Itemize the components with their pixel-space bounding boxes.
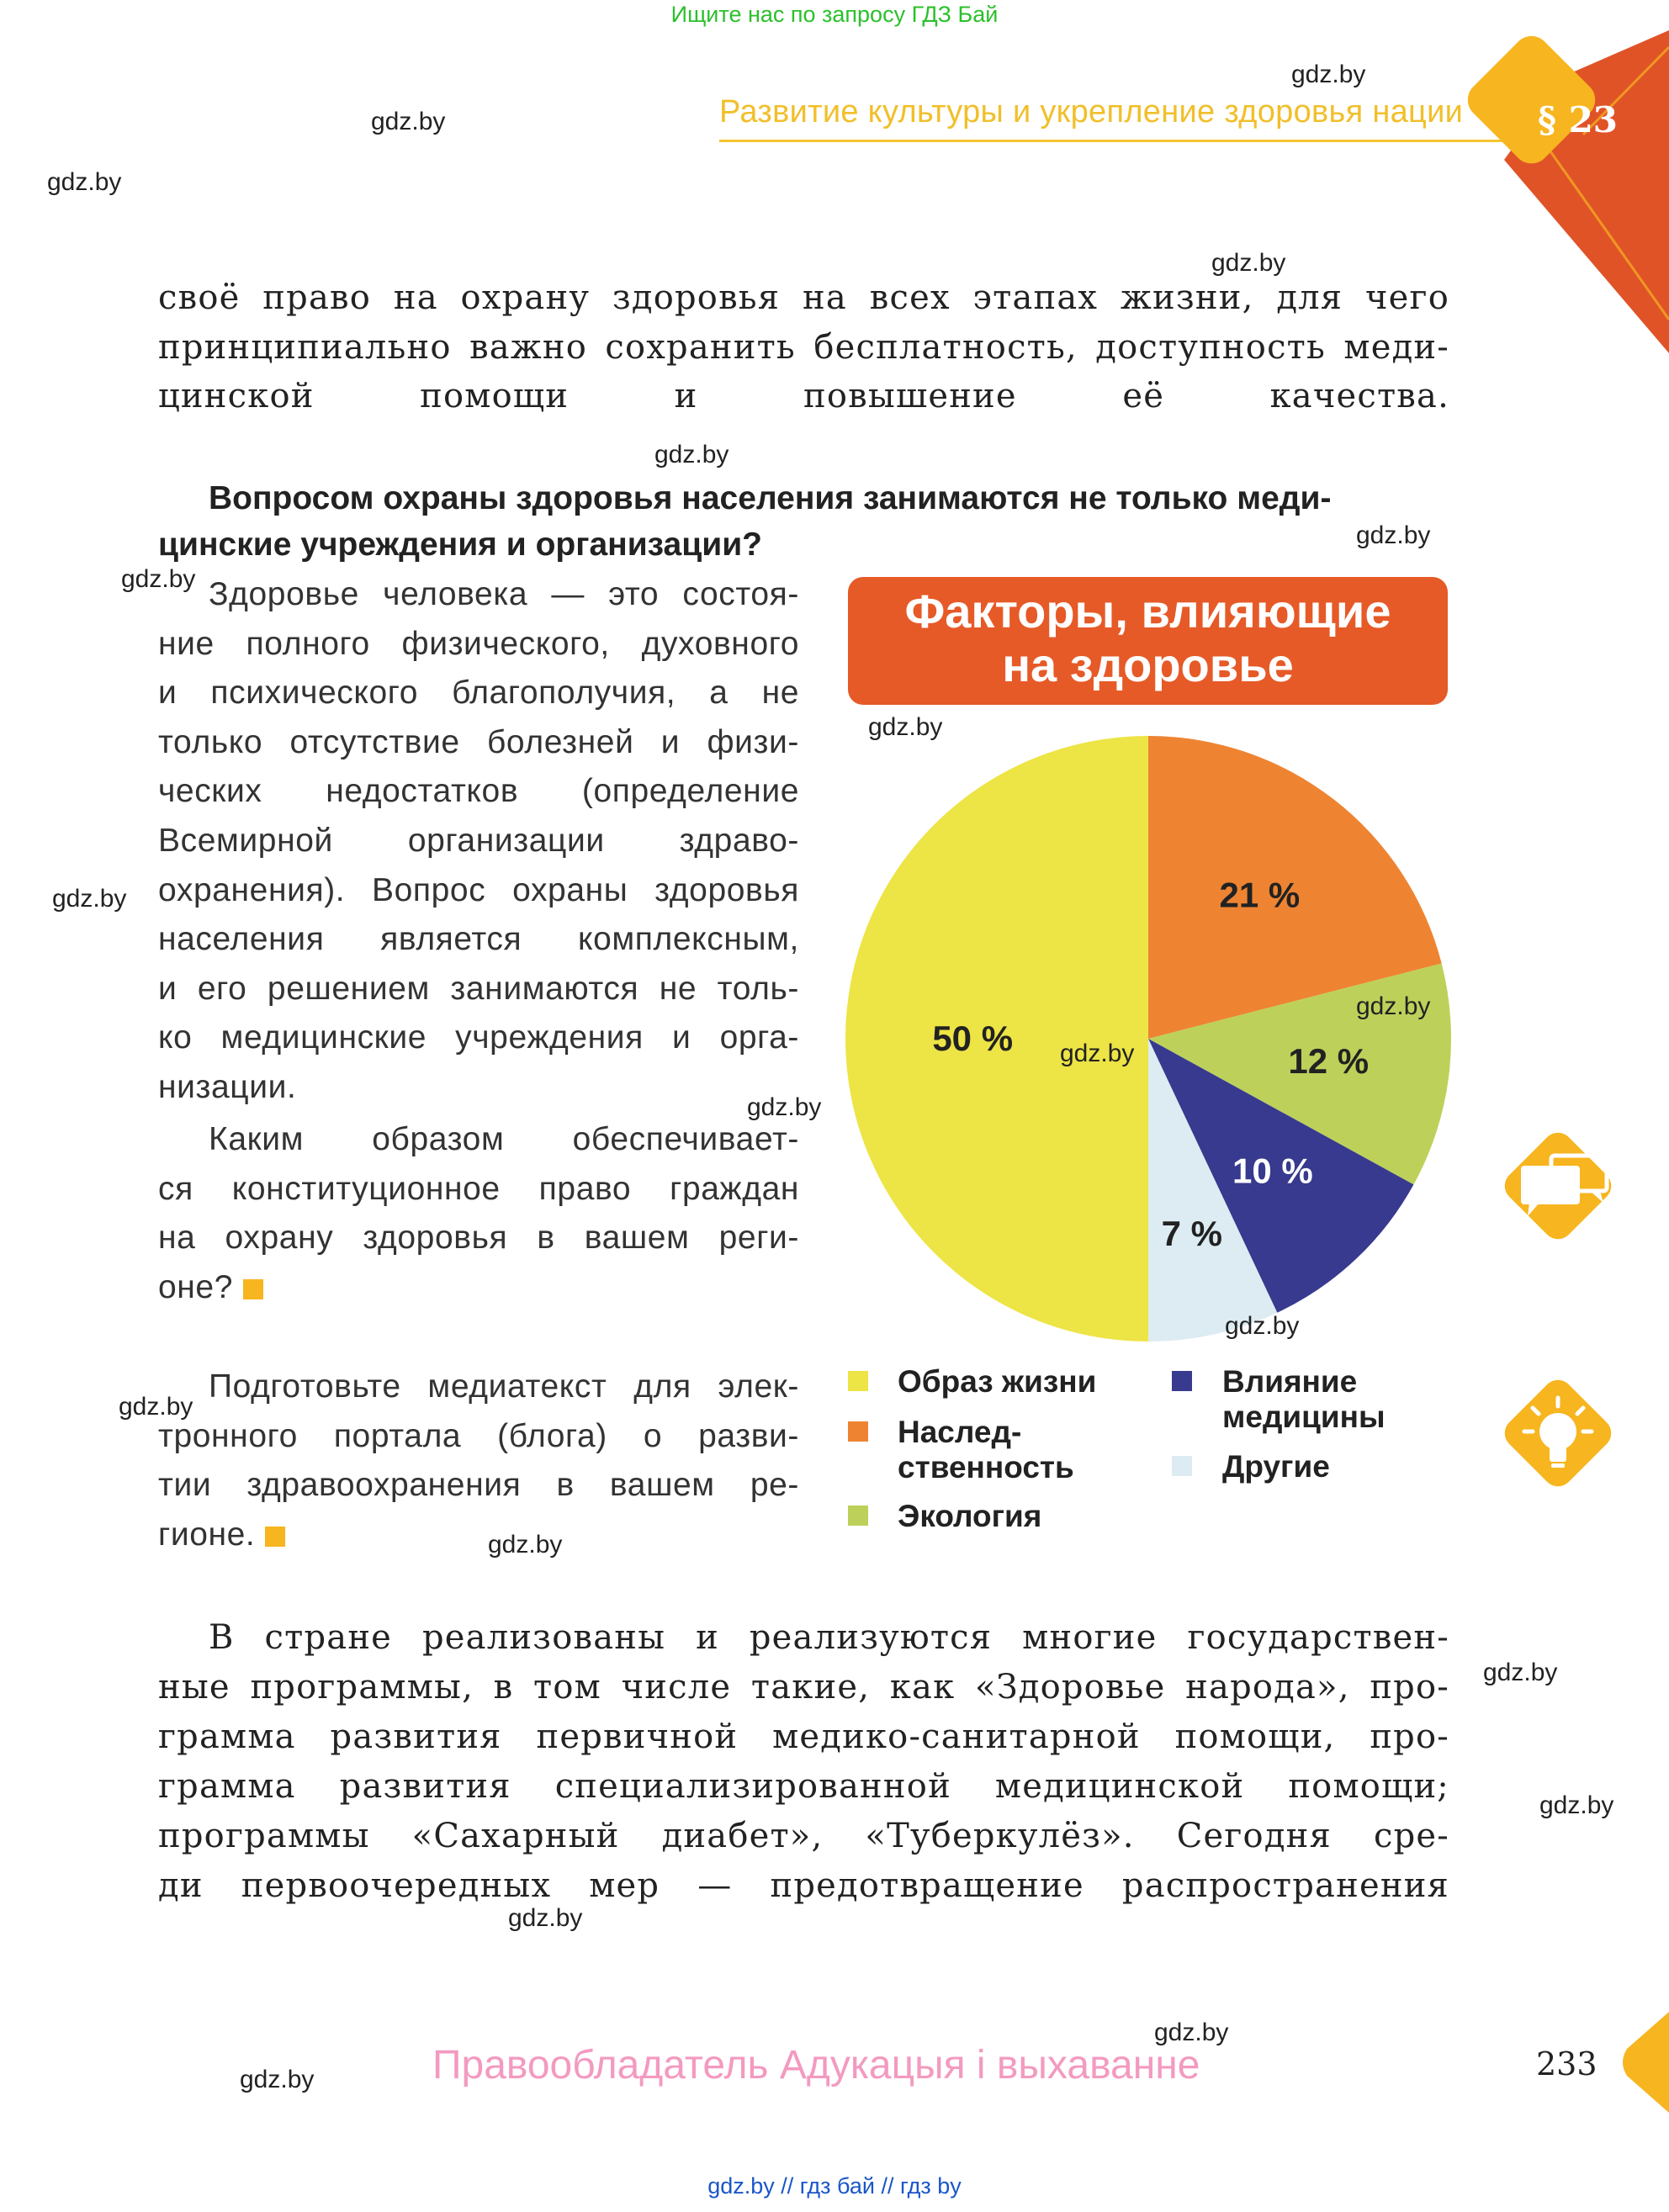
text-line: программы «Сахарный диабет», «Туберкулёз». Сегодня сре- bbox=[158, 1817, 1449, 1855]
text-line: В стране реализованы и реализуются многие государствен- bbox=[209, 1618, 1449, 1657]
legend-heredity-line: ственность bbox=[898, 1450, 1074, 1484]
watermark: gdz.by bbox=[1154, 2019, 1229, 2046]
watermark: gdz.by bbox=[1211, 249, 1286, 277]
legend-swatch-other bbox=[1172, 1456, 1192, 1476]
page-number: 233 bbox=[1536, 2045, 1597, 2082]
health-definition bbox=[158, 570, 799, 1113]
legend-heredity bbox=[898, 1415, 1074, 1485]
header-divider bbox=[719, 140, 1518, 142]
watermark: gdz.by bbox=[1356, 521, 1431, 549]
pie-chart bbox=[841, 732, 1455, 1346]
legend-ecology: Экология bbox=[898, 1499, 1042, 1533]
task-discussion bbox=[158, 1115, 799, 1312]
text-line: ные программы, в том числе такие, как «Здоровье народа», про- bbox=[158, 1668, 1449, 1707]
watermark: gdz.by bbox=[1356, 992, 1431, 1020]
text-line: грамма развития первичной медико-санитарной помощи, про- bbox=[158, 1717, 1449, 1756]
text-line: ние полного физического, духовного bbox=[158, 625, 799, 662]
copyright-holder: Правообладатель Адукацыя і выхаванне bbox=[432, 2043, 1200, 2088]
legend-swatch-medicine bbox=[1172, 1371, 1192, 1391]
watermark: gdz.by bbox=[1225, 1312, 1300, 1340]
text-line: Подготовьте медиатекст для элек- bbox=[209, 1368, 799, 1405]
legend-medicine-line: медицины bbox=[1222, 1400, 1386, 1434]
text-line bbox=[158, 1263, 799, 1313]
text-line: и его решением занимаются не толь- bbox=[158, 970, 799, 1007]
top-banner: Ищите нас по запросу ГДЗ Бай bbox=[670, 2, 999, 27]
text-line: и психического благополучия, а не bbox=[158, 675, 799, 712]
text-line: Всемирной организации здраво- bbox=[158, 822, 799, 859]
legend-swatch-lifestyle bbox=[848, 1371, 868, 1391]
text-line: ко медицинские учреждения и орга- bbox=[158, 1019, 799, 1056]
watermark: gdz.by bbox=[1060, 1040, 1135, 1067]
text-line: населения является комплексным, bbox=[158, 921, 799, 958]
watermark: gdz.by bbox=[52, 885, 127, 913]
pie-slice-label: 10 % bbox=[1232, 1151, 1313, 1191]
text-line: тии здравоохранения в вашем ре- bbox=[158, 1467, 799, 1504]
legend-swatch-heredity bbox=[848, 1421, 868, 1442]
legend-medicine-line: Влияние bbox=[1222, 1364, 1358, 1399]
watermark: gdz.by bbox=[1539, 1791, 1614, 1819]
legend-medicine bbox=[1222, 1364, 1386, 1435]
paragraph-programs bbox=[158, 1613, 1449, 1911]
end-marker bbox=[265, 1527, 285, 1547]
site-links[interactable]: gdz.by // гдз бай // гдз by bbox=[707, 2173, 962, 2199]
watermark: gdz.by bbox=[1483, 1659, 1558, 1686]
text-line: только отсутствие болезней и физи- bbox=[158, 723, 799, 760]
text-line-end: оне? bbox=[158, 1268, 234, 1305]
legend-swatch-ecology bbox=[848, 1506, 868, 1526]
text-line: ся конституционное право граждан bbox=[158, 1170, 799, 1207]
watermark: gdz.by bbox=[371, 108, 446, 135]
end-marker bbox=[243, 1279, 263, 1299]
page-corner-tab bbox=[1619, 2012, 1669, 2113]
watermark: gdz.by bbox=[508, 1904, 583, 1932]
text-line: ди первоочередных мер — предотвращение распространения bbox=[158, 1866, 1449, 1905]
watermark: gdz.by bbox=[121, 565, 196, 593]
watermark: gdz.by bbox=[47, 168, 122, 196]
text-line: Здоровье человека — это состоя- bbox=[209, 576, 799, 612]
text-line: тронного портала (блога) о разви- bbox=[158, 1417, 799, 1454]
question-line-2: цинские учреждения и организации? bbox=[158, 527, 762, 563]
text-line bbox=[158, 1511, 799, 1560]
text-line-end: гионе. bbox=[158, 1516, 256, 1553]
watermark: gdz.by bbox=[240, 2066, 315, 2093]
watermark: gdz.by bbox=[868, 713, 943, 741]
pie-slice-label: 21 % bbox=[1219, 875, 1301, 915]
legend-heredity-line: Наслед- bbox=[898, 1415, 1022, 1449]
pie-slice-label: 50 % bbox=[932, 1019, 1014, 1058]
text-line: Каким образом обеспечивает- bbox=[209, 1121, 799, 1157]
chapter-title: Развитие культуры и укрепление здоровья нации bbox=[719, 94, 1464, 130]
task-project bbox=[158, 1363, 799, 1559]
watermark: gdz.by bbox=[119, 1393, 193, 1421]
lightbulb-icon bbox=[1491, 1366, 1625, 1500]
paragraph-intro: своё право на охрану здоровья на всех этапах жизни, для чего принципиально важно сохранить бесплатность, доступность меди-цинской помощи и повышение её качества. bbox=[158, 278, 1449, 415]
text-line: на охрану здоровья в вашем реги- bbox=[158, 1220, 799, 1257]
chart-title-line: Факторы, влияющие bbox=[904, 585, 1391, 638]
legend-lifestyle: Образ жизни bbox=[898, 1364, 1097, 1399]
pie-slice-label: 12 % bbox=[1288, 1041, 1370, 1082]
watermark: gdz.by bbox=[747, 1093, 822, 1121]
watermark: gdz.by bbox=[654, 441, 729, 468]
section-number: § 23 bbox=[1538, 99, 1619, 140]
text-line: низации. bbox=[158, 1068, 297, 1105]
pie-slice-label: 7 % bbox=[1161, 1213, 1223, 1253]
chart-title-line: на здоровье bbox=[1002, 638, 1294, 691]
legend-other: Другие bbox=[1222, 1449, 1330, 1484]
watermark: gdz.by bbox=[1291, 61, 1366, 88]
question-line-1: Вопросом охраны здоровья населения занимаются не только меди- bbox=[209, 480, 1332, 516]
section-badge-decoration bbox=[1464, 0, 1669, 353]
text-line: охранения). Вопрос охраны здоровья bbox=[158, 871, 799, 908]
watermark: gdz.by bbox=[488, 1531, 563, 1558]
chart-title bbox=[848, 585, 1448, 692]
chat-bubbles-icon bbox=[1491, 1119, 1625, 1253]
text-line: грамма развития специализированной медицинской помощи; bbox=[158, 1767, 1449, 1806]
text-line: ческих недостатков (определение bbox=[158, 773, 799, 810]
